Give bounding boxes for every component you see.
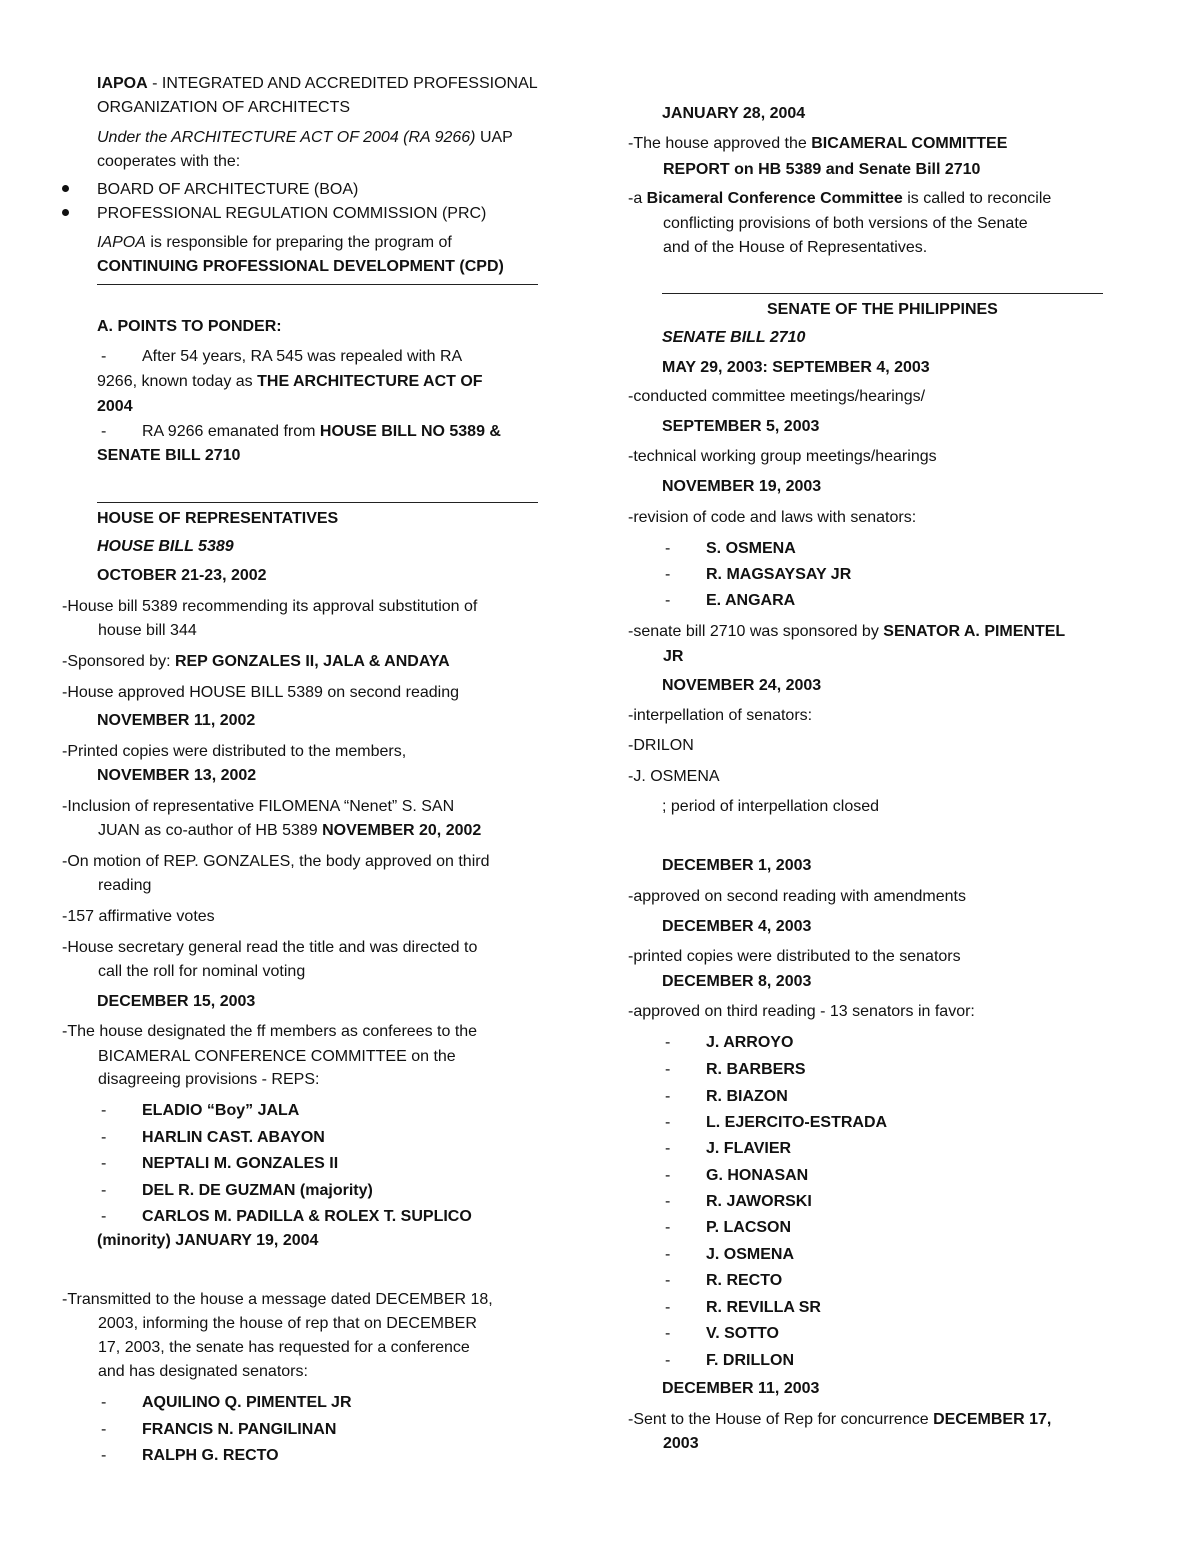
iapoa-italic: IAPOA bbox=[97, 234, 146, 251]
rep-name: DEL R. DE GUZMAN (majority) bbox=[142, 1182, 373, 1199]
sponsor-line bbox=[628, 622, 1065, 642]
house-entry-6: -On motion of REP. GONZALES, the body approved on third bbox=[62, 853, 490, 870]
bullet-icon bbox=[62, 209, 69, 216]
favor-senator: J. FLAVIER bbox=[706, 1140, 792, 1157]
reconcile-cont: and of the House of Representatives. bbox=[663, 239, 928, 256]
rep-name: HARLIN CAST. ABAYON bbox=[142, 1129, 325, 1146]
rep-name: NEPTALI M. GONZALES II bbox=[142, 1155, 339, 1172]
favor-senator: P. LACSON bbox=[706, 1219, 792, 1236]
responsibility-text: is responsible for preparing the program of bbox=[145, 234, 452, 251]
designated-senator: AQUILINO Q. PIMENTEL JR bbox=[142, 1394, 352, 1411]
dash-marker: - bbox=[101, 1394, 107, 1411]
date-dec1-2003: DECEMBER 1, 2003 bbox=[662, 857, 812, 874]
iapoa-line-1 bbox=[97, 74, 538, 94]
senate-entry: ; period of interpellation closed bbox=[662, 798, 880, 815]
point-1-line-1: After 54 years, RA 545 was repealed with RA bbox=[142, 348, 463, 365]
date-jan28-2004: JANUARY 28, 2004 bbox=[662, 105, 806, 122]
point-2-bold: HOUSE BILL NO 5389 & bbox=[319, 423, 501, 440]
divider bbox=[662, 293, 1103, 294]
cpd-line: CONTINUING PROFESSIONAL DEVELOPMENT (CPD) bbox=[97, 258, 504, 275]
designated-senator: RALPH G. RECTO bbox=[142, 1447, 279, 1464]
senate-entry: -DRILON bbox=[628, 737, 694, 754]
favor-senator: R. RECTO bbox=[706, 1272, 783, 1289]
divider bbox=[97, 284, 538, 285]
favor-senator: R. BIAZON bbox=[706, 1088, 788, 1105]
house-entry-1: -House bill 5389 recommending its approval substitution of bbox=[62, 598, 478, 615]
reconcile-prefix: -a bbox=[628, 190, 647, 207]
bicameral-committee-bold: BICAMERAL COMMITTEE bbox=[811, 135, 1008, 152]
revision-senator: R. MAGSAYSAY JR bbox=[706, 566, 852, 583]
dash-marker: - bbox=[101, 1421, 107, 1438]
dash-marker: - bbox=[665, 592, 671, 609]
conference-committee-bold: Bicameral Conference Committee bbox=[646, 190, 903, 207]
dash-marker: - bbox=[665, 1114, 671, 1131]
favor-senator: L. EJERCITO-ESTRADA bbox=[706, 1114, 888, 1131]
dash-marker: - bbox=[101, 1182, 107, 1199]
iapoa-definition: - INTEGRATED AND ACCREDITED PROFESSIONAL bbox=[147, 75, 538, 92]
senate-heading: SENATE OF THE PHILIPPINES bbox=[767, 301, 998, 318]
point-1-text: 9266, known today as bbox=[97, 373, 258, 390]
house-entry-8: -House secretary general read the title and was directed to bbox=[62, 939, 478, 956]
dash-marker: - bbox=[665, 1167, 671, 1184]
rep-name: ELADIO “Boy” JALA bbox=[142, 1102, 300, 1119]
approved-text: -The house approved the bbox=[628, 135, 812, 152]
iapoa-abbr: IAPOA bbox=[97, 75, 148, 92]
favor-senator: R. BARBERS bbox=[706, 1061, 806, 1078]
reconcile-text: is called to reconcile bbox=[902, 190, 1052, 207]
dash-marker: - bbox=[665, 1219, 671, 1236]
dash-marker: - bbox=[665, 1325, 671, 1342]
responsibility-line bbox=[97, 233, 452, 253]
date-nov24-2003: NOVEMBER 24, 2003 bbox=[662, 677, 822, 694]
dash-marker: - bbox=[665, 1034, 671, 1051]
point-2-line-1 bbox=[142, 422, 501, 442]
bullet-icon bbox=[62, 185, 69, 192]
date-nov11-2002: NOVEMBER 11, 2002 bbox=[97, 712, 256, 729]
dash-marker: - bbox=[101, 1208, 107, 1225]
dash-marker: - bbox=[101, 348, 107, 365]
dash-marker: - bbox=[665, 1352, 671, 1369]
senate-entry: -J. OSMENA bbox=[628, 768, 720, 785]
senate-entry: -interpellation of senators: bbox=[628, 707, 813, 724]
house-entry-sponsors bbox=[62, 652, 450, 672]
dash-marker: - bbox=[101, 423, 107, 440]
sponsor-name-cont: JR bbox=[663, 648, 684, 665]
house-entry-8-cont: call the roll for nominal voting bbox=[98, 963, 306, 980]
architecture-act-italic: Under the ARCHITECTURE ACT OF 2004 (RA 9266) bbox=[97, 129, 476, 146]
bicameral-approved-line bbox=[628, 134, 1007, 154]
house-entry-4: -Printed copies were distributed to the members, bbox=[62, 743, 407, 760]
point-1-line-2 bbox=[97, 372, 483, 392]
date-oct-2002: OCTOBER 21-23, 2002 bbox=[97, 567, 267, 584]
senate-entry: -conducted committee meetings/hearings/ bbox=[628, 388, 926, 405]
house-entry-9-cont: disagreeing provisions - REPS: bbox=[98, 1071, 320, 1088]
senate-entry: -technical working group meetings/hearings bbox=[628, 448, 937, 465]
concurrence-line bbox=[628, 1410, 1051, 1430]
house-entry-5: -Inclusion of representative FILOMENA “Nenet” S. SAN bbox=[62, 798, 455, 815]
transmitted-line-4: and has designated senators: bbox=[98, 1363, 308, 1380]
senate-entry: -approved on second reading with amendments bbox=[628, 888, 966, 905]
dash-marker: - bbox=[101, 1155, 107, 1172]
divider bbox=[97, 502, 538, 503]
dash-marker: - bbox=[665, 566, 671, 583]
house-bill-title: HOUSE BILL 5389 bbox=[97, 538, 234, 555]
favor-senator: F. DRILLON bbox=[706, 1352, 794, 1369]
reconcile-line bbox=[628, 189, 1051, 209]
rep-name: CARLOS M. PADILLA & ROLEX T. SUPLICO bbox=[142, 1208, 472, 1225]
point-2-line-2: SENATE BILL 2710 bbox=[97, 447, 241, 464]
favor-senator: R. REVILLA SR bbox=[706, 1299, 821, 1316]
concurrence-text: -Sent to the House of Rep for concurrence bbox=[628, 1411, 934, 1428]
date-dec11-2003: DECEMBER 11, 2003 bbox=[662, 1380, 820, 1397]
senate-bill-title: SENATE BILL 2710 bbox=[662, 329, 806, 346]
favor-senator: R. JAWORSKI bbox=[706, 1193, 812, 1210]
uap-text: UAP bbox=[475, 129, 513, 146]
revision-senator: E. ANGARA bbox=[706, 592, 796, 609]
date-sep5-2003: SEPTEMBER 5, 2003 bbox=[662, 418, 820, 435]
dash-marker: - bbox=[101, 1102, 107, 1119]
point-1-bold: THE ARCHITECTURE ACT OF bbox=[257, 373, 483, 390]
date-nov13-2002: NOVEMBER 13, 2002 bbox=[97, 767, 257, 784]
dash-marker: - bbox=[665, 1140, 671, 1157]
house-entry-6-cont: reading bbox=[98, 877, 152, 894]
bicameral-report-line: REPORT on HB 5389 and Senate Bill 2710 bbox=[663, 161, 981, 178]
favor-senator: J. OSMENA bbox=[706, 1246, 795, 1263]
date-dec17-2003: DECEMBER 17, bbox=[933, 1411, 1052, 1428]
date-nov19-2003: NOVEMBER 19, 2003 bbox=[662, 478, 822, 495]
bullet-prc: PROFESSIONAL REGULATION COMMISSION (PRC) bbox=[97, 205, 487, 222]
revision-senator: S. OSMENA bbox=[706, 540, 796, 557]
dash-marker: - bbox=[665, 1272, 671, 1289]
house-heading: HOUSE OF REPRESENTATIVES bbox=[97, 510, 339, 527]
dash-marker: - bbox=[665, 540, 671, 557]
date-dec8-2003: DECEMBER 8, 2003 bbox=[662, 973, 812, 990]
iapoa-definition-cont: ORGANIZATION OF ARCHITECTS bbox=[97, 99, 351, 116]
house-entry-9-cont: BICAMERAL CONFERENCE COMMITTEE on the bbox=[98, 1048, 456, 1065]
house-entry-1-cont: house bill 344 bbox=[98, 622, 197, 639]
dash-marker: - bbox=[665, 1246, 671, 1263]
date-nov20-2002: NOVEMBER 20, 2002 bbox=[322, 822, 482, 839]
senate-entry: -approved on third reading - 13 senators in favor: bbox=[628, 1003, 975, 1020]
senate-entry: -revision of code and laws with senators: bbox=[628, 509, 917, 526]
points-heading: A. POINTS TO PONDER: bbox=[97, 318, 282, 335]
point-1-line-3: 2004 bbox=[97, 398, 133, 415]
sponsor-name: SENATOR A. PIMENTEL bbox=[883, 623, 1066, 640]
date-may-sep-2003: MAY 29, 2003: SEPTEMBER 4, 2003 bbox=[662, 359, 930, 376]
transmitted-line-3: 17, 2003, the senate has requested for a conference bbox=[98, 1339, 470, 1356]
concurrence-year: 2003 bbox=[663, 1435, 699, 1452]
house-entry-3: -House approved HOUSE BILL 5389 on second reading bbox=[62, 684, 459, 701]
date-dec4-2003: DECEMBER 4, 2003 bbox=[662, 918, 812, 935]
point-2-text: RA 9266 emanated from bbox=[142, 423, 320, 440]
bullet-boa: BOARD OF ARCHITECTURE (BOA) bbox=[97, 181, 359, 198]
favor-senator: J. ARROYO bbox=[706, 1034, 794, 1051]
sponsored-by-label: -Sponsored by: bbox=[62, 653, 175, 670]
reconcile-cont: conflicting provisions of both versions of the Senate bbox=[663, 215, 1028, 232]
dash-marker: - bbox=[101, 1129, 107, 1146]
house-entry-9: -The house designated the ff members as conferees to the bbox=[62, 1023, 478, 1040]
co-author-text: JUAN as co-author of HB 5389 bbox=[98, 822, 323, 839]
architecture-act-line bbox=[97, 128, 513, 148]
favor-senator: V. SOTTO bbox=[706, 1325, 779, 1342]
house-entry-5-cont bbox=[98, 821, 481, 841]
minority-line: (minority) JANUARY 19, 2004 bbox=[97, 1232, 319, 1249]
sponsor-text: -senate bill 2710 was sponsored by bbox=[628, 623, 884, 640]
favor-senator: G. HONASAN bbox=[706, 1167, 809, 1184]
senate-entry: -printed copies were distributed to the senators bbox=[628, 948, 961, 965]
dash-marker: - bbox=[665, 1088, 671, 1105]
transmitted-line-2: 2003, informing the house of rep that on DECEMBER bbox=[98, 1315, 477, 1332]
designated-senator: FRANCIS N. PANGILINAN bbox=[142, 1421, 337, 1438]
dash-marker: - bbox=[665, 1299, 671, 1316]
sponsors-names: REP GONZALES II, JALA & ANDAYA bbox=[174, 653, 450, 670]
transmitted-line-1: -Transmitted to the house a message dated DECEMBER 18, bbox=[62, 1291, 493, 1308]
dash-marker: - bbox=[665, 1061, 671, 1078]
dash-marker: - bbox=[665, 1193, 671, 1210]
dash-marker: - bbox=[101, 1447, 107, 1464]
cooperates-line: cooperates with the: bbox=[97, 153, 241, 170]
house-entry-7: -157 affirmative votes bbox=[62, 908, 215, 925]
date-dec15-2003: DECEMBER 15, 2003 bbox=[97, 993, 256, 1010]
